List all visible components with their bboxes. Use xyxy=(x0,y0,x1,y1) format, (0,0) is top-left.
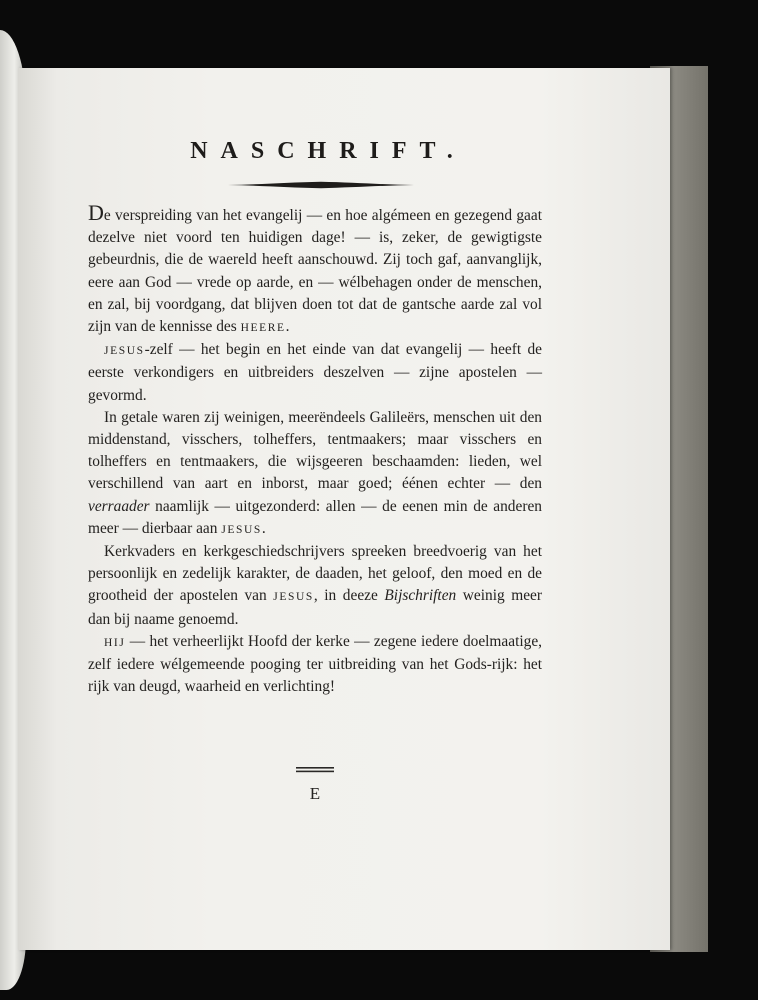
title-ornament-rule xyxy=(228,178,414,192)
paragraph-5 xyxy=(88,631,542,699)
small-caps-jesus: JESUS xyxy=(221,523,262,536)
small-caps-heere: HEERE xyxy=(240,322,286,335)
italic-word: verraader xyxy=(88,497,150,515)
paragraph-2 xyxy=(88,339,542,407)
small-caps-jesus: JESUS xyxy=(273,591,314,604)
small-caps-jesus: JESUS xyxy=(104,345,145,358)
paragraph-5-text: — het verheerlijkt Hoofd der kerke — zegene iedere doelmaatige, zelf iedere wélgemeende pooging ter uitbreiding van het Gods-rijk: het rijk van deugd, waarheid en verlichting! xyxy=(88,632,542,696)
paragraph-1 xyxy=(88,202,542,339)
paragraph-1-tail: . xyxy=(285,318,290,336)
paragraph-4-text: Kerkvaders en kerkgeschiedschrijvers spreeken breedvoerig van het persoonlijk en zedelijk karakter, de daaden, het geloof, den moed en de grootheid der apostelen van xyxy=(88,543,542,605)
paragraph-3-text: In getale waren zij weinigen, meerëndeels Galileërs, menschen uit den middenstand, visschers, tolheffers, tentmaakers; maar visschers en tolheffers en tentmaakers, die wijsgeeren beschaamden: lieden, wel verschillend van aart en inborst, maar goed; éénen echter — den xyxy=(88,408,542,493)
paragraph-3-text-2: naamlijk — uitgezonderd: allen — de eenen min de anderen meer — dierbaar aan xyxy=(88,497,542,537)
small-caps-hij: HIJ xyxy=(104,636,126,649)
signature-letter: E xyxy=(309,784,321,803)
paragraph-4-text-2: , in deeze xyxy=(313,587,385,605)
body-text xyxy=(88,202,542,698)
paragraph-3-tail: . xyxy=(261,519,266,537)
paragraph-4 xyxy=(88,541,542,631)
paragraph-3 xyxy=(88,407,542,541)
paragraph-4-tail: weinig meer dan bij naame genoemd. xyxy=(88,587,543,628)
drop-cap: D xyxy=(88,200,104,225)
footer-rule xyxy=(296,767,334,773)
page-title: NASCHRIFT. xyxy=(190,138,466,164)
paragraph-2-text: -zelf — het begin en het einde van dat evangelij — heeft de eerste verkondigers en uitbreiders deszelven — zijne apostelen — gevormd. xyxy=(88,341,542,404)
italic-word: Bijschriften xyxy=(384,587,457,605)
paragraph-1-text: e verspreiding van het evangelij — en hoe algémeen en gezegend gaat dezelve niet voord ten huidigen dage! — is, zeker, de gewigtigste gebeurdnis, die de waereld heeft aanschouwd. Zij toch gaf, aanvanglijk, eere aan God — vrede op aarde, en — wélbehagen onder de menschen, en zal, bij voordgang, dat blijven doen tot dat de gantsche aarde zal vol zijn van de kennisse des xyxy=(88,207,542,336)
